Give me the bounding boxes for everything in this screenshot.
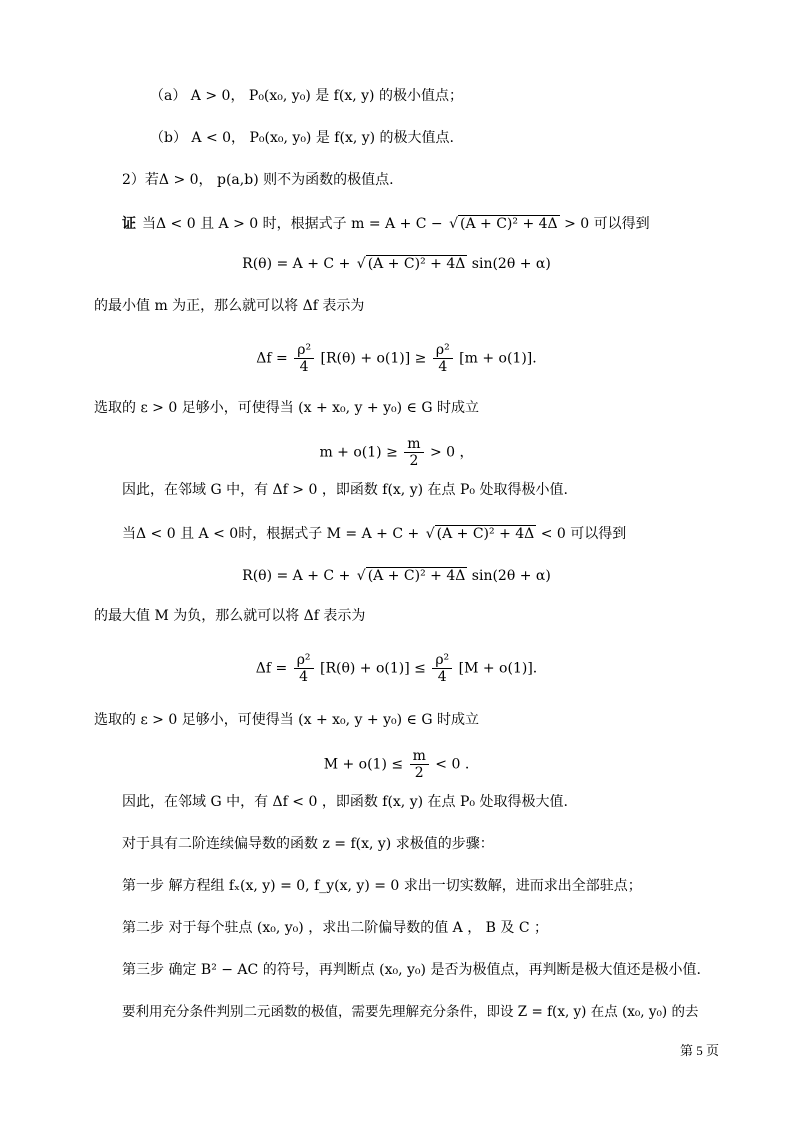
fraction xyxy=(432,652,452,685)
equation-r-theta-2 xyxy=(0,566,793,586)
eq2-left: Δf = xyxy=(256,350,288,367)
step-3-line: 第三步 确定 B² − AC 的符号，再判断点 (x₀, y₀) 是否为极值点，再判断是极大值还是极小值. xyxy=(122,962,701,978)
fraction-denominator: 4 xyxy=(299,359,309,375)
eq5-left: Δf = xyxy=(255,660,288,677)
eq4-left: R(θ) = A + C + xyxy=(242,568,351,584)
eq1-right: sin(2θ + α) xyxy=(467,256,551,272)
equation-M-bound xyxy=(0,748,793,781)
conclusion-max-line: 因此，在邻域 G 中，有 Δf < 0 ，即函数 f(x, y) 在点 P₀ 处取得极大值. xyxy=(122,794,568,810)
eq4-right: sin(2θ + α) xyxy=(467,568,551,584)
sqrt-radicand: (A + C)² + 4Δ xyxy=(436,526,535,542)
equation-r-theta-1 xyxy=(0,254,793,274)
steps-intro-line: 对于具有二阶连续偏导数的函数 z = f(x, y) 求极值的步骤： xyxy=(122,836,494,852)
eq6-right: < 0 . xyxy=(435,756,470,773)
fraction xyxy=(294,342,314,375)
case-b-line: （b） A < 0， P₀(x₀, y₀) 是 f(x, y) 的极大值点. xyxy=(150,130,455,146)
equation-delta-f-1 xyxy=(0,342,793,375)
fraction xyxy=(433,342,453,375)
eq1-radicand: (A + C)² + 4Δ xyxy=(367,256,466,272)
fraction-numerator: m xyxy=(404,436,423,453)
proof-text-b: > 0 可以得到 xyxy=(559,216,650,232)
sqrt-symbol: √ xyxy=(425,526,435,542)
eq4-radicand: (A + C)² + 4Δ xyxy=(367,568,466,584)
sqrt-symbol: √ xyxy=(356,568,366,584)
proof-text-a: 当Δ < 0 且 A > 0 时，根据式子 m = A + C − xyxy=(142,216,443,232)
step-2-line: 第二步 对于每个驻点 (x₀, y₀) ，求出二阶偏导数的值 A ， B 及 C ； xyxy=(122,920,549,936)
fraction xyxy=(404,436,423,469)
case-a-line: （a） A > 0， P₀(x₀, y₀) 是 f(x, y) 的极小值点； xyxy=(150,88,463,104)
fraction-denominator: 2 xyxy=(409,453,419,469)
epsilon-line-2: 选取的 ε > 0 足够小，可使得当 (x + x₀, y + y₀) ∈ G 时成立 xyxy=(94,712,479,728)
sufficient-condition-line: 要利用充分条件判别二元函数的极值，需要先理解充分条件，即设 Z = f(x, y) 在点 (x₀, y₀) 的去 xyxy=(122,1004,699,1020)
eq2-right: [m + o(1)]. xyxy=(459,350,537,367)
eq2-middle: [R(θ) + o(1)] ≥ xyxy=(320,350,427,367)
fraction-numerator: ρ² xyxy=(433,342,453,359)
fraction-numerator: ρ² xyxy=(294,342,314,359)
proof-label: 证 xyxy=(122,216,136,232)
eq5-right: [M + o(1)]. xyxy=(458,660,538,677)
fraction xyxy=(294,652,314,685)
max-value-line: 的最大值 M 为负，那么就可以将 Δf 表示为 xyxy=(94,608,366,624)
equation-delta-f-2 xyxy=(0,652,793,685)
eq5-middle: [R(θ) + o(1)] ≤ xyxy=(319,660,426,677)
fraction-denominator: 4 xyxy=(437,669,447,685)
sqrt-symbol: √ xyxy=(356,256,366,272)
fraction-numerator: m xyxy=(410,748,429,765)
min-value-line: 的最小值 m 为正，那么就可以将 Δf 表示为 xyxy=(94,298,365,314)
eq6-left: M + o(1) ≤ xyxy=(323,756,404,773)
page-number: 第 5 页 xyxy=(679,1043,719,1058)
fraction xyxy=(410,748,429,781)
epsilon-line-1: 选取的 ε > 0 足够小，可使得当 (x + x₀, y + y₀) ∈ G 时成立 xyxy=(94,400,479,416)
sqrt-radicand: (A + C)² + 4Δ xyxy=(460,216,558,232)
equation-m-bound xyxy=(0,436,793,469)
fraction-numerator: ρ² xyxy=(294,652,314,669)
step-1-line: 第一步 解方程组 fₓ(x, y) = 0, f_y(x, y) = 0 求出一切实数解，进而求出全部驻点； xyxy=(122,878,642,894)
sqrt-symbol: √ xyxy=(449,216,459,232)
fraction-denominator: 4 xyxy=(438,359,448,375)
case-max-text-a: 当Δ < 0 且 A < 0时，根据式子 M = A + C + xyxy=(122,526,420,542)
fraction-denominator: 4 xyxy=(299,669,309,685)
case-2-line: 2）若Δ > 0， p(a,b) 则不为函数的极值点. xyxy=(122,172,394,188)
eq1-left: R(θ) = A + C + xyxy=(242,256,351,272)
case-max-text-b: < 0 可以得到 xyxy=(536,526,627,542)
eq3-right: > 0 ， xyxy=(430,444,474,461)
case-max-line xyxy=(122,524,626,544)
proof-line-1 xyxy=(122,214,650,234)
conclusion-min-line: 因此，在邻域 G 中，有 Δf > 0 ，即函数 f(x, y) 在点 P₀ 处取得极小值. xyxy=(122,482,568,498)
eq3-left: m + o(1) ≥ xyxy=(319,444,398,461)
fraction-denominator: 2 xyxy=(414,765,424,781)
fraction-numerator: ρ² xyxy=(432,652,452,669)
